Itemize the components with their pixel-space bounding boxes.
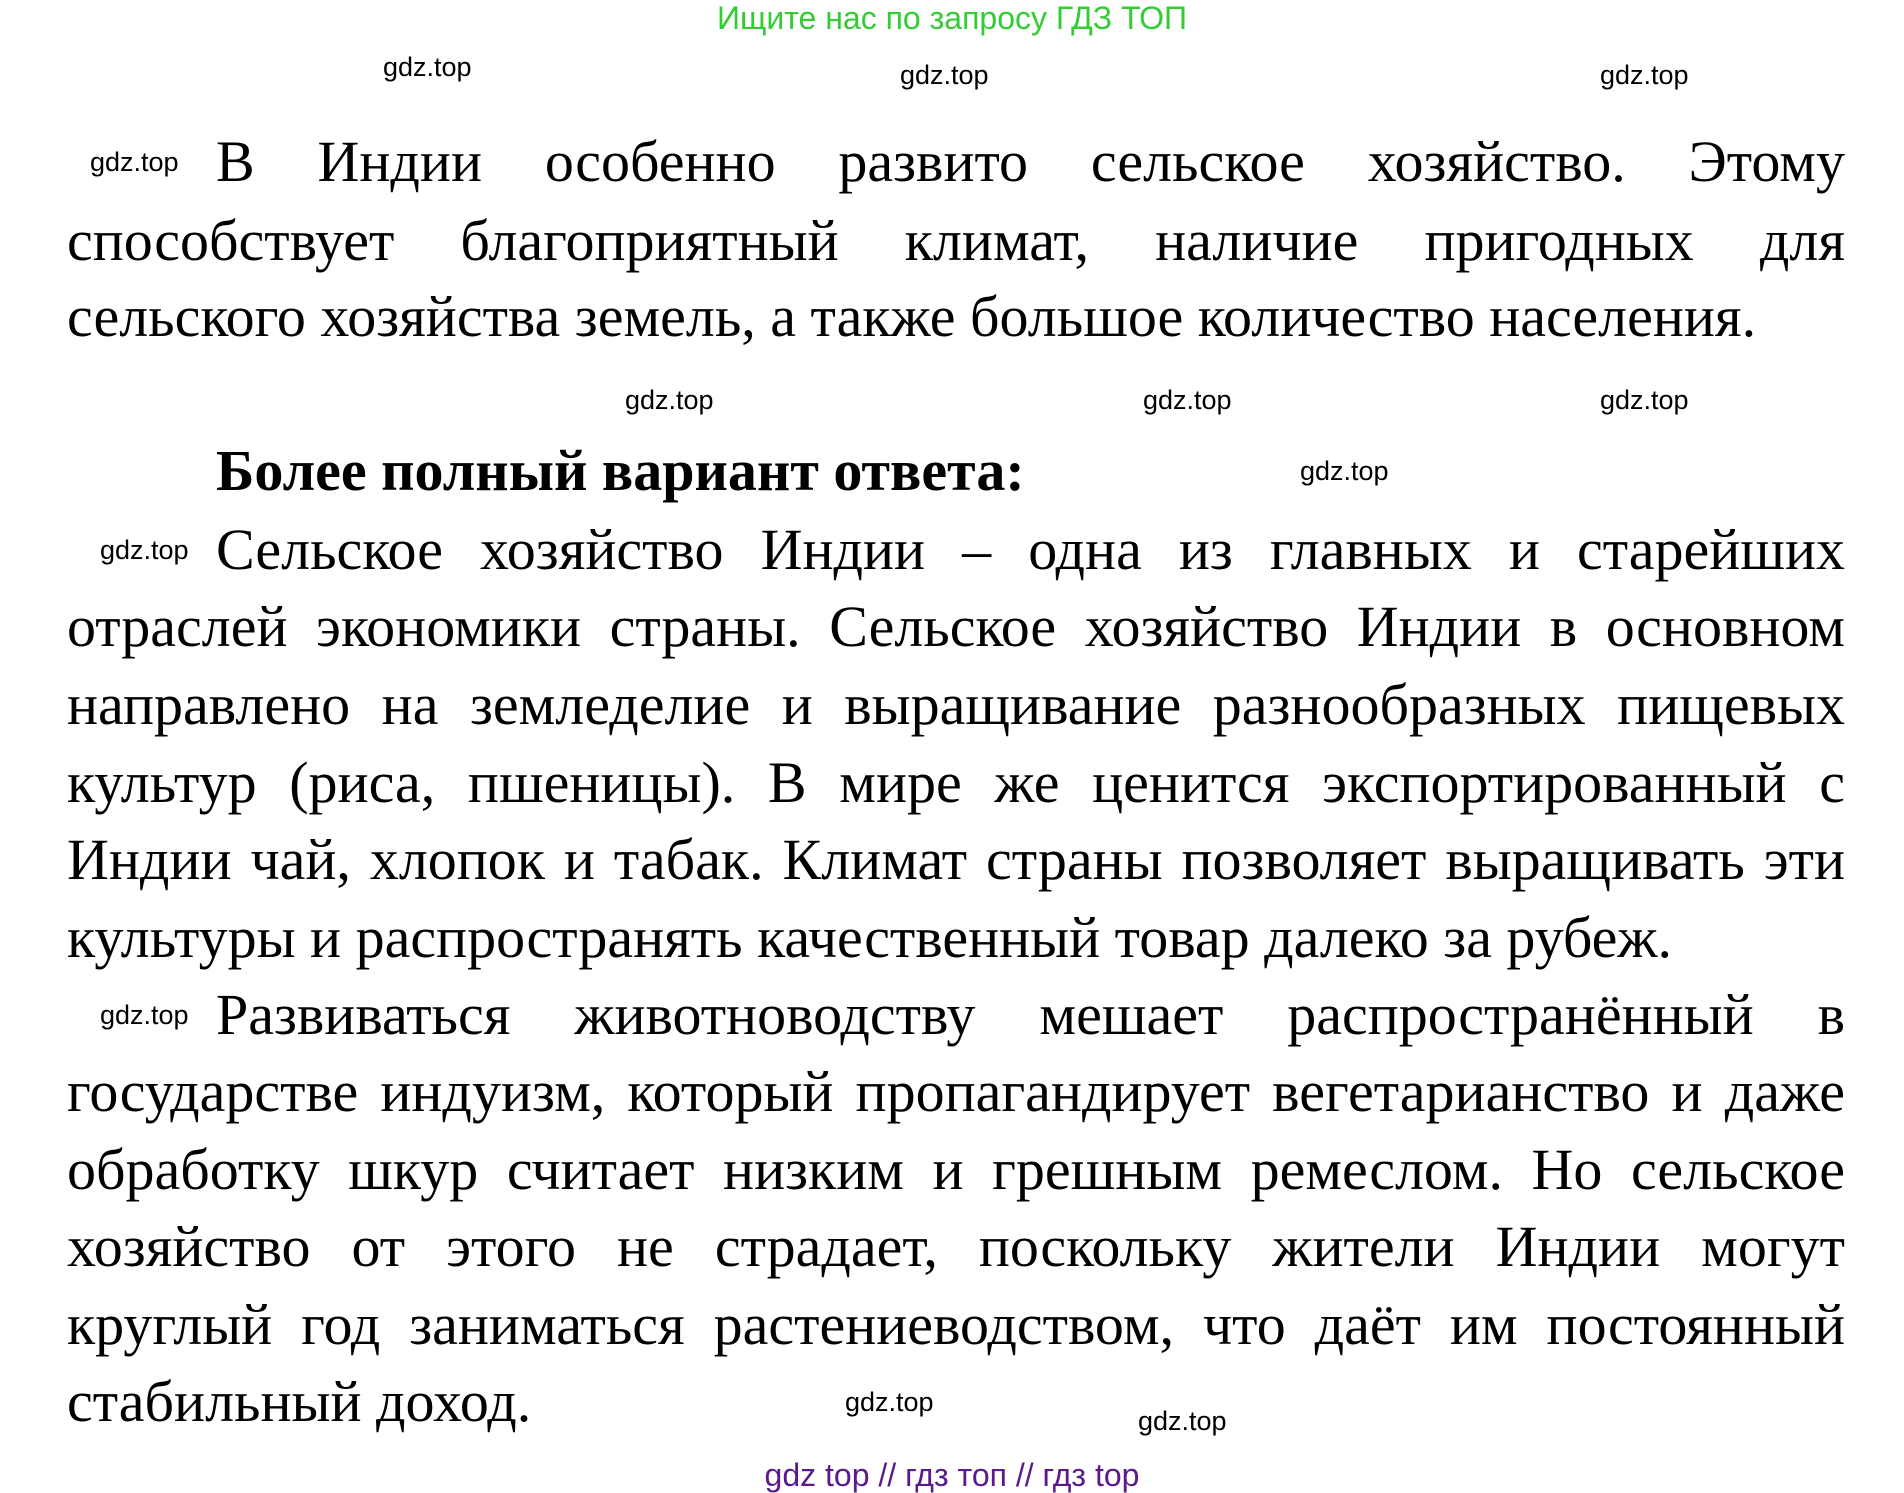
paragraph-1-line: сельского хозяйства земель, а также большое количество населения. bbox=[67, 284, 1757, 349]
watermark: gdz.top bbox=[90, 147, 179, 177]
paragraph-1-line: В Индии особенно развито сельское хозяйство. Этому bbox=[216, 129, 1845, 194]
paragraph-2-line: Сельское хозяйство Индии – одна из главных и старейших bbox=[216, 517, 1845, 582]
paragraph-2-line: культуры и распространять качественный товар далеко за рубеж. bbox=[67, 905, 1672, 970]
paragraph-3-line: хозяйство от этого не страдает, поскольку жители Индии могут bbox=[67, 1214, 1845, 1279]
paragraph-3-line: стабильный доход. bbox=[67, 1369, 532, 1434]
paragraph-2-line: культур (риса, пшеницы). В мире же ценится экспортированный с bbox=[67, 750, 1845, 815]
watermark: gdz.top bbox=[845, 1387, 934, 1417]
paragraph-3-line: обработку шкур считает низким и грешным ремеслом. Но сельское bbox=[67, 1137, 1845, 1202]
watermark: gdz.top bbox=[1138, 1406, 1227, 1436]
watermark: gdz.top bbox=[383, 52, 472, 82]
paragraph-1-line: способствует благоприятный климат, наличие пригодных для bbox=[67, 208, 1845, 273]
watermark: gdz.top bbox=[100, 1000, 189, 1030]
paragraph-3-line: круглый год заниматься растениеводством, что даёт им постоянный bbox=[67, 1292, 1845, 1357]
section-heading: Более полный вариант ответа: bbox=[216, 438, 1025, 503]
footer-links: gdz top // гдз топ // гдз top bbox=[764, 1457, 1140, 1493]
search-hint-banner: Ищите нас по запросу ГДЗ ТОП bbox=[717, 0, 1187, 36]
paragraph-3-line: Развиваться животноводству мешает распространённый в bbox=[216, 982, 1845, 1047]
watermark: gdz.top bbox=[1600, 385, 1689, 415]
paragraph-2-line: Индии чай, хлопок и табак. Климат страны позволяет выращивать эти bbox=[67, 827, 1845, 892]
paragraph-2-line: направлено на земледелие и выращивание разнообразных пищевых bbox=[67, 672, 1845, 737]
paragraph-3-line: государстве индуизм, который пропагандирует вегетарианство и даже bbox=[67, 1059, 1845, 1124]
watermark: gdz.top bbox=[900, 60, 989, 90]
watermark: gdz.top bbox=[625, 385, 714, 415]
watermark: gdz.top bbox=[1300, 456, 1389, 486]
watermark: gdz.top bbox=[1600, 60, 1689, 90]
paragraph-2-line: отраслей экономики страны. Сельское хозяйство Индии в основном bbox=[67, 594, 1845, 659]
watermark: gdz.top bbox=[1143, 385, 1232, 415]
watermark: gdz.top bbox=[100, 535, 189, 565]
